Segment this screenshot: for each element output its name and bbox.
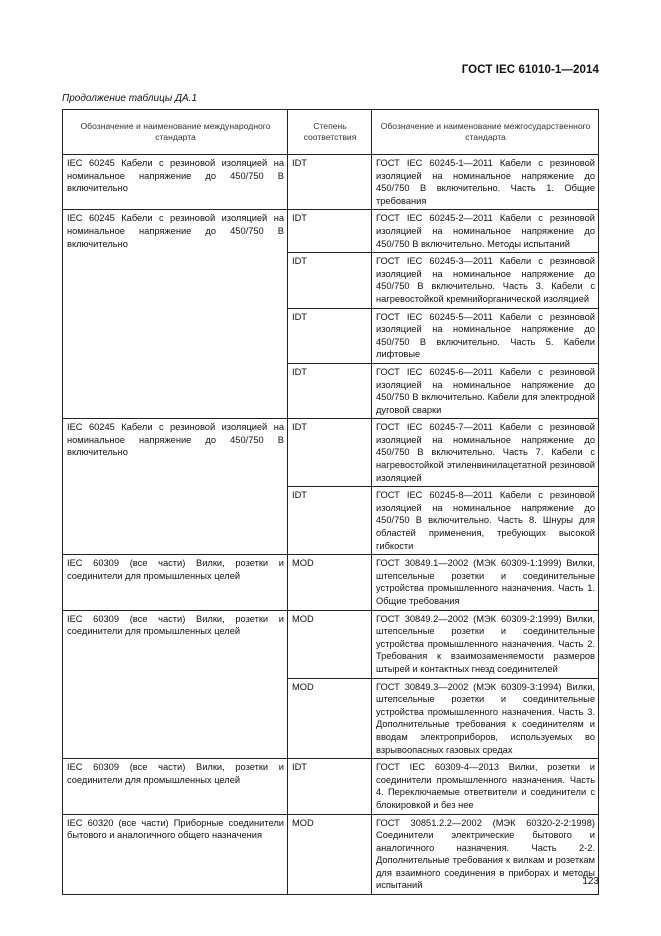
table-row bbox=[63, 155, 599, 210]
national-standard-cell: ГОСТ 30849.2—2002 (МЭК 60309-2:1999) Вилки, штепсельные розетки и соединительные устройства промышленного назначения. Часть 2. Требования к взаимозаменяемости размеров штырей и контактных гнезд соединителей bbox=[372, 610, 599, 678]
degree-cell: MOD bbox=[288, 610, 372, 678]
standards-table bbox=[62, 109, 599, 895]
degree-cell: MOD bbox=[288, 678, 372, 759]
national-standard-cell: ГОСТ 30849.3—2002 (МЭК 60309-3:1994) Вилки, штепсельные розетки и соединительные устройства промышленного назначения. Часть 3. Дополнительные требования к соединителям и вводам электроприборов, используемых во взрывоопасных газовых средах bbox=[372, 678, 599, 759]
national-standard-cell: ГОСТ IEC 60245-7—2011 Кабели с резиновой изоляцией на номинальное напряжение до 450/750 В включительно. Часть 7. Кабели с нагревостойкой этиленвинилацетатной резиновой изоляцией bbox=[372, 419, 599, 487]
degree-cell: IDT bbox=[288, 363, 372, 418]
degree-cell: IDT bbox=[288, 487, 372, 555]
national-standard-cell: ГОСТ IEC 60245-1—2011 Кабели с резиновой изоляцией на номинальное напряжение до 450/750 В включительно. Часть 1. Общие требования bbox=[372, 155, 599, 210]
table-row bbox=[63, 210, 599, 253]
table-row bbox=[63, 759, 599, 814]
degree-cell: IDT bbox=[288, 308, 372, 363]
page-number: 123 bbox=[582, 876, 599, 887]
degree-cell: IDT bbox=[288, 155, 372, 210]
intl-standard-cell: IEC 60245 Кабели с резиновой изоляцией на номинальное напряжение до 450/750 В включительно bbox=[63, 155, 288, 210]
table-row bbox=[63, 610, 599, 678]
degree-cell: MOD bbox=[288, 814, 372, 895]
table-row bbox=[63, 419, 599, 487]
national-standard-cell: ГОСТ 30851.2.2—2002 (МЭК 60320-2-2:1998) Соединители электрические бытового и аналогичного назначения. Часть 2-2. Дополнительные требования к вилкам и розеткам для взаимного соединения в приборах и методы испытаний bbox=[372, 814, 599, 895]
national-standard-cell: ГОСТ IEC 60245-3—2011 Кабели с резиновой изоляцией на номинальное напряжение до 450/750 В включительно. Часть 3. Кабели с нагревостойкой кремнийорганической изоляцией bbox=[372, 253, 599, 308]
table-header-row bbox=[63, 110, 599, 155]
intl-standard-cell: IEC 60245 Кабели с резиновой изоляцией на номинальное напряжение до 450/750 В включительно bbox=[63, 419, 288, 555]
degree-cell: IDT bbox=[288, 253, 372, 308]
national-standard-cell: ГОСТ IEC 60309-4—2013 Вилки, розетки и соединители промышленного назначения. Часть 4. Переключаемые ответвители и соединители с блокировкой и без нее bbox=[372, 759, 599, 814]
intl-standard-cell: IEC 60309 (все части) Вилки, розетки и соединители для промышленных целей bbox=[63, 555, 288, 610]
intl-standard-cell: IEC 60309 (все части) Вилки, розетки и соединители для промышленных целей bbox=[63, 759, 288, 814]
degree-cell: MOD bbox=[288, 555, 372, 610]
national-standard-cell: ГОСТ IEC 60245-6—2011 Кабели с резиновой изоляцией на номинальное напряжение до 450/750 В включительно. Кабели для электродной дуговой сварки bbox=[372, 363, 599, 418]
col-header-degree: Степень соответствия bbox=[288, 110, 372, 155]
col-header-international: Обозначение и наименование международного стандарта bbox=[63, 110, 288, 155]
intl-standard-cell: IEC 60245 Кабели с резиновой изоляцией на номинальное напряжение до 450/750 В включительно bbox=[63, 210, 288, 419]
document-header: ГОСТ IEC 61010-1—2014 bbox=[461, 64, 599, 76]
degree-cell: IDT bbox=[288, 759, 372, 814]
national-standard-cell: ГОСТ IEC 60245-5—2011 Кабели с резиновой изоляцией на номинальное напряжение до 450/750 В включительно. Часть 5. Кабели лифтовые bbox=[372, 308, 599, 363]
intl-standard-cell: IEC 60309 (все части) Вилки, розетки и соединители для промышленных целей bbox=[63, 610, 288, 759]
degree-cell: IDT bbox=[288, 419, 372, 487]
national-standard-cell: ГОСТ 30849.1—2002 (МЭК 60309-1:1999) Вилки, штепсельные розетки и соединительные устройства промышленного назначения. Часть 1. Общие требования bbox=[372, 555, 599, 610]
degree-cell: IDT bbox=[288, 210, 372, 253]
col-header-interstate: Обозначение и наименование межгосударственного стандарта bbox=[372, 110, 599, 155]
national-standard-cell: ГОСТ IEC 60245-8—2011 Кабели с резиновой изоляцией на номинальное напряжение до 450/750 В включительно. Часть 8. Шнуры для областей применения, требующих высокой гибкости bbox=[372, 487, 599, 555]
table-caption: Продолжение таблицы ДА.1 bbox=[62, 93, 198, 104]
intl-standard-cell: IEC 60320 (все части) Приборные соединители бытового и аналогичного общего назначения bbox=[63, 814, 288, 895]
national-standard-cell: ГОСТ IEC 60245-2—2011 Кабели с резиновой изоляцией на номинальное напряжение до 450/750 В включительно. Методы испытаний bbox=[372, 210, 599, 253]
table-row bbox=[63, 555, 599, 610]
